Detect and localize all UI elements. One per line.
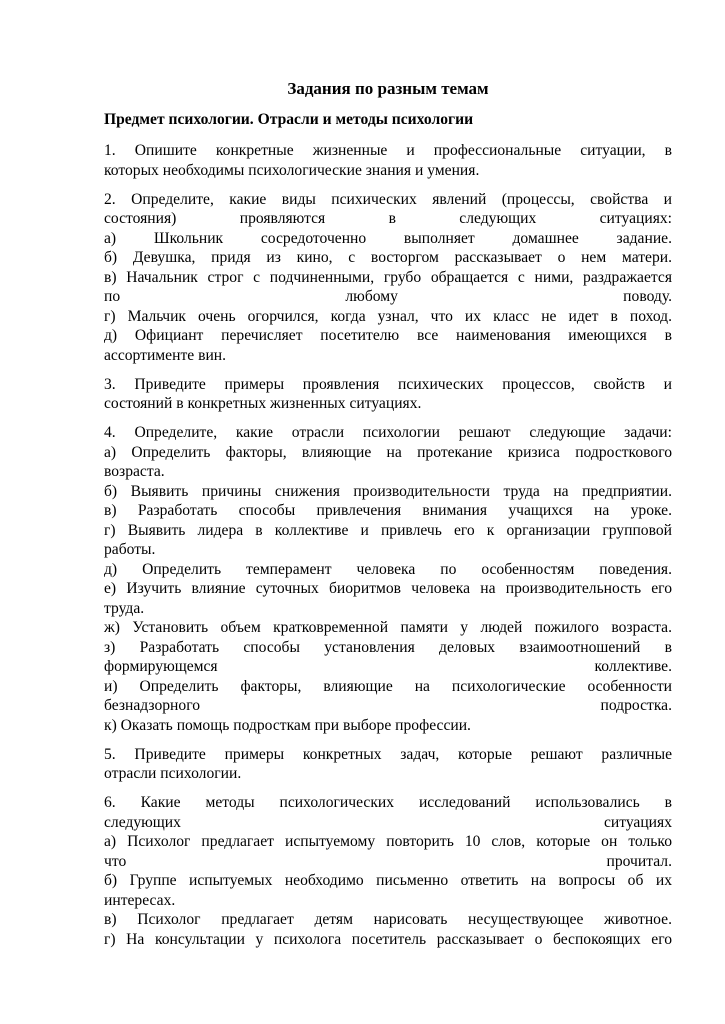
task-line: возраста. xyxy=(104,463,165,480)
task-4 xyxy=(104,423,672,735)
task-line: б) Девушка, придя из кино, с восторгом рассказывает о нем матери. xyxy=(104,249,672,266)
task-line: г) На консультации у психолога посетитель рассказывает о беспокоящих его xyxy=(104,930,672,948)
task-line: что прочитал. xyxy=(104,852,672,870)
task-line: 2. Определите, какие виды психических явлений (процессы, свойства и xyxy=(104,190,672,208)
task-line: состояния) проявляются в следующих ситуациях: xyxy=(104,210,672,227)
task-line: в) Психолог предлагает детям нарисовать несуществующее животное. xyxy=(104,911,672,928)
task-line: которых необходимы психологические знания и умения. xyxy=(104,161,480,179)
task-line: безнадзорного подростка. xyxy=(104,697,672,714)
task-line: а) Психолог предлагает испытуемому повторить 10 слов, которые он только xyxy=(104,833,672,850)
task-line: и) Определить факторы, влияющие на психологические особенности xyxy=(104,677,672,695)
task-line: интересах. xyxy=(104,891,176,909)
task-2 xyxy=(104,190,672,366)
task-line: формирующемся коллективе. xyxy=(104,658,672,675)
task-line: в) Разработать способы привлечения внимания учащихся на уроке. xyxy=(104,502,672,519)
task-line: б) Группе испытуемых необходимо письменно ответить на вопросы об их xyxy=(104,872,672,889)
task-line: 6. Какие методы психологических исследований использовались в xyxy=(104,794,672,811)
task-line: 5. Приведите примеры конкретных задач, которые решают различные xyxy=(104,745,672,763)
task-1 xyxy=(104,141,672,180)
task-line: ассортименте вин. xyxy=(104,346,227,364)
task-line: работы. xyxy=(104,541,156,558)
task-5 xyxy=(104,745,672,784)
task-6 xyxy=(104,793,672,949)
task-line: з) Разработать способы установления деловых взаимоотношений в xyxy=(104,638,672,656)
task-line: д) Определить темперамент человека по особенностям поведения. xyxy=(104,560,672,578)
task-line: е) Изучить влияние суточных биоритмов человека на производительность его xyxy=(104,580,672,597)
task-line: отрасли психологии. xyxy=(104,765,242,782)
task-3 xyxy=(104,375,672,414)
task-line: д) Официант перечисляет посетителю все наименования имеющихся в xyxy=(104,327,672,344)
task-line: 4. Определите, какие отрасли психологии решают следующие задачи: xyxy=(104,424,672,441)
task-line: в) Начальник строг с подчиненными, грубо обращается с ними, раздражается xyxy=(104,268,672,286)
task-line: следующих ситуациях xyxy=(104,813,672,831)
task-line: г) Выявить лидера в коллективе и привлечь его к организации групповой xyxy=(104,521,672,539)
task-line: состояний в конкретных жизненных ситуациях. xyxy=(104,395,422,412)
section-title: Предмет психологии. Отрасли и методы психологии xyxy=(104,111,474,128)
document-title: Задания по разным темам xyxy=(287,79,489,98)
task-line: 1. Опишите конкретные жизненные и профессиональные ситуации, в xyxy=(104,142,672,159)
task-line: 3. Приведите примеры проявления психических процессов, свойств и xyxy=(104,375,672,393)
task-line: г) Мальчик очень огорчился, когда узнал, что их класс не идет в поход. xyxy=(104,307,672,325)
task-line: ж) Установить объем кратковременной памяти у людей пожилого возраста. xyxy=(104,619,672,636)
task-line: а) Определить факторы, влияющие на протекание кризиса подросткового xyxy=(104,443,672,461)
task-line: б) Выявить причины снижения производительности труда на предприятии. xyxy=(104,482,672,500)
task-line: по любому поводу. xyxy=(104,288,672,305)
task-line: труда. xyxy=(104,599,145,617)
document-page xyxy=(104,78,672,959)
task-line: а) Школьник сосредоточенно выполняет домашнее задание. xyxy=(104,229,672,247)
task-line: к) Оказать помощь подросткам при выборе профессии. xyxy=(104,716,471,734)
